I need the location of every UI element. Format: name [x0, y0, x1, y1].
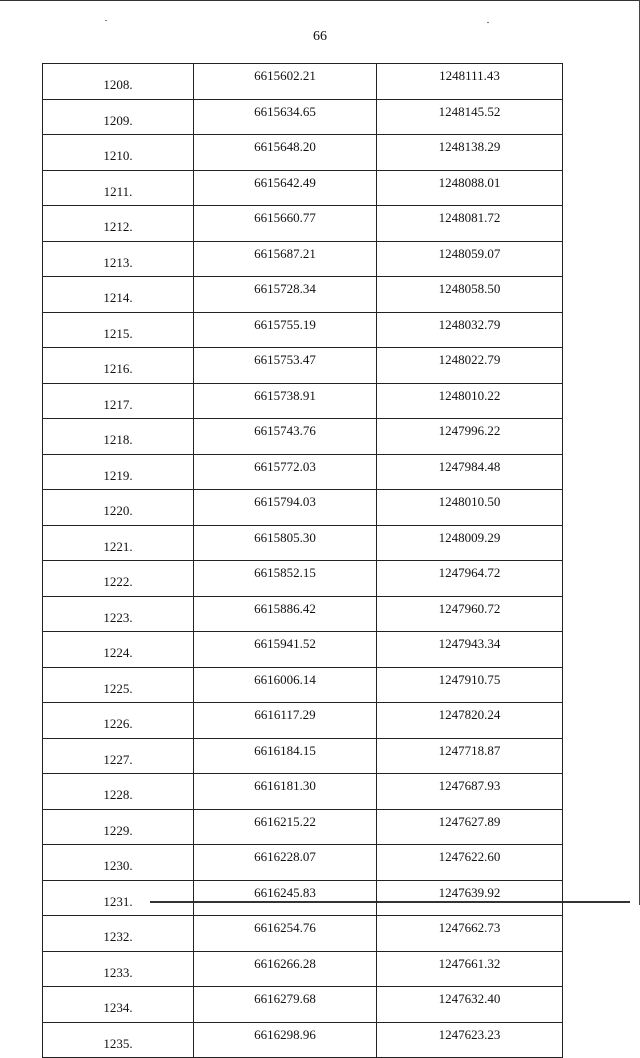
- y-coordinate-cell: 1247960.72: [377, 596, 563, 632]
- x-coordinate-cell: 6616254.76: [194, 916, 377, 952]
- table-row: [43, 348, 563, 384]
- table-row: [43, 738, 563, 774]
- y-coordinate-cell: 1247718.87: [377, 738, 563, 774]
- x-coordinate-cell: 6615642.49: [194, 170, 377, 206]
- x-coordinate-cell: 6615805.30: [194, 525, 377, 561]
- y-coordinate-cell: 1248088.01: [377, 170, 563, 206]
- y-coordinate-cell: 1248059.07: [377, 241, 563, 277]
- table-row: [43, 525, 563, 561]
- x-coordinate-cell: 6616228.07: [194, 845, 377, 881]
- x-coordinate-cell: 6615755.19: [194, 312, 377, 348]
- table-row: [43, 383, 563, 419]
- table-row: [43, 206, 563, 242]
- table-row: [43, 667, 563, 703]
- x-coordinate-cell: 6615794.03: [194, 490, 377, 526]
- table-row: [43, 632, 563, 668]
- x-coordinate-cell: 6615886.42: [194, 596, 377, 632]
- table-row: [43, 951, 563, 987]
- table-row: [43, 99, 563, 135]
- x-coordinate-cell: 6616181.30: [194, 774, 377, 810]
- point-number-cell: 1226.: [43, 703, 194, 739]
- point-number-cell: 1213.: [43, 241, 194, 277]
- x-coordinate-cell: 6615743.76: [194, 419, 377, 455]
- x-coordinate-cell: 6616245.83: [194, 880, 377, 916]
- point-number-cell: 1215.: [43, 312, 194, 348]
- x-coordinate-cell: 6616215.22: [194, 809, 377, 845]
- table-row: [43, 596, 563, 632]
- y-coordinate-cell: 1247687.93: [377, 774, 563, 810]
- x-coordinate-cell: 6616279.68: [194, 987, 377, 1023]
- y-coordinate-cell: 1247943.34: [377, 632, 563, 668]
- y-coordinate-cell: 1248010.22: [377, 383, 563, 419]
- point-number-cell: 1214.: [43, 277, 194, 313]
- point-number-cell: 1228.: [43, 774, 194, 810]
- point-number-cell: 1231.: [43, 880, 194, 916]
- table-row: [43, 1022, 563, 1058]
- point-number-cell: 1232.: [43, 916, 194, 952]
- table-row: [43, 454, 563, 490]
- x-coordinate-cell: 6615852.15: [194, 561, 377, 597]
- y-coordinate-cell: 1247964.72: [377, 561, 563, 597]
- y-coordinate-cell: 1247984.48: [377, 454, 563, 490]
- point-number-cell: 1224.: [43, 632, 194, 668]
- point-number-cell: 1208.: [43, 64, 194, 100]
- y-coordinate-cell: 1248022.79: [377, 348, 563, 384]
- y-coordinate-cell: 1247820.24: [377, 703, 563, 739]
- x-coordinate-cell: 6615772.03: [194, 454, 377, 490]
- x-coordinate-cell: 6616266.28: [194, 951, 377, 987]
- x-coordinate-cell: 6615602.21: [194, 64, 377, 100]
- point-number-cell: 1219.: [43, 454, 194, 490]
- point-number-cell: 1221.: [43, 525, 194, 561]
- x-coordinate-cell: 6615660.77: [194, 206, 377, 242]
- table-row: [43, 916, 563, 952]
- y-coordinate-cell: 1248010.50: [377, 490, 563, 526]
- y-coordinate-cell: 1247996.22: [377, 419, 563, 455]
- y-coordinate-cell: 1247627.89: [377, 809, 563, 845]
- point-number-cell: 1209.: [43, 99, 194, 135]
- table-row: [43, 64, 563, 100]
- table-row: [43, 774, 563, 810]
- coordinates-table-body: [43, 64, 563, 1058]
- point-number-cell: 1233.: [43, 951, 194, 987]
- table-row: [43, 135, 563, 171]
- table-row: [43, 419, 563, 455]
- table-row: [43, 561, 563, 597]
- y-coordinate-cell: 1247910.75: [377, 667, 563, 703]
- scan-edge-top: [0, 0, 640, 1]
- page-number: 66: [313, 29, 327, 44]
- table-row: [43, 987, 563, 1023]
- y-coordinate-cell: 1248032.79: [377, 312, 563, 348]
- x-coordinate-cell: 6615738.91: [194, 383, 377, 419]
- y-coordinate-cell: 1248058.50: [377, 277, 563, 313]
- point-number-cell: 1223.: [43, 596, 194, 632]
- point-number-cell: 1222.: [43, 561, 194, 597]
- point-number-cell: 1218.: [43, 419, 194, 455]
- y-coordinate-cell: 1248138.29: [377, 135, 563, 171]
- point-number-cell: 1225.: [43, 667, 194, 703]
- x-coordinate-cell: 6615753.47: [194, 348, 377, 384]
- x-coordinate-cell: 6616184.15: [194, 738, 377, 774]
- point-number-cell: 1216.: [43, 348, 194, 384]
- y-coordinate-cell: 1248009.29: [377, 525, 563, 561]
- coordinates-table: [42, 63, 563, 1058]
- y-coordinate-cell: 1247662.73: [377, 916, 563, 952]
- table-row: [43, 809, 563, 845]
- table-row: [43, 312, 563, 348]
- table-row: [43, 277, 563, 313]
- point-number-cell: 1234.: [43, 987, 194, 1023]
- x-coordinate-cell: 6615728.34: [194, 277, 377, 313]
- y-coordinate-cell: 1248081.72: [377, 206, 563, 242]
- y-coordinate-cell: 1247622.60: [377, 845, 563, 881]
- point-number-cell: 1211.: [43, 170, 194, 206]
- point-number-cell: 1217.: [43, 383, 194, 419]
- x-coordinate-cell: 6615634.65: [194, 99, 377, 135]
- x-coordinate-cell: 6616006.14: [194, 667, 377, 703]
- table-row: [43, 845, 563, 881]
- y-coordinate-cell: 1248111.43: [377, 64, 563, 100]
- table-row: [43, 703, 563, 739]
- x-coordinate-cell: 6616298.96: [194, 1022, 377, 1058]
- scan-speck: [487, 22, 489, 23]
- point-number-cell: 1227.: [43, 738, 194, 774]
- x-coordinate-cell: 6616117.29: [194, 703, 377, 739]
- point-number-cell: 1229.: [43, 809, 194, 845]
- x-coordinate-cell: 6615941.52: [194, 632, 377, 668]
- y-coordinate-cell: 1247661.32: [377, 951, 563, 987]
- point-number-cell: 1210.: [43, 135, 194, 171]
- y-coordinate-cell: 1247632.40: [377, 987, 563, 1023]
- point-number-cell: 1212.: [43, 206, 194, 242]
- x-coordinate-cell: 6615648.20: [194, 135, 377, 171]
- y-coordinate-cell: 1248145.52: [377, 99, 563, 135]
- table-row: [43, 170, 563, 206]
- scan-speck: [105, 20, 107, 21]
- point-number-cell: 1235.: [43, 1022, 194, 1058]
- y-coordinate-cell: 1247623.23: [377, 1022, 563, 1058]
- point-number-cell: 1220.: [43, 490, 194, 526]
- table-row: [43, 490, 563, 526]
- point-number-cell: 1230.: [43, 845, 194, 881]
- y-coordinate-cell: 1247639.92: [377, 880, 563, 916]
- table-row: [43, 880, 563, 916]
- table-row: [43, 241, 563, 277]
- x-coordinate-cell: 6615687.21: [194, 241, 377, 277]
